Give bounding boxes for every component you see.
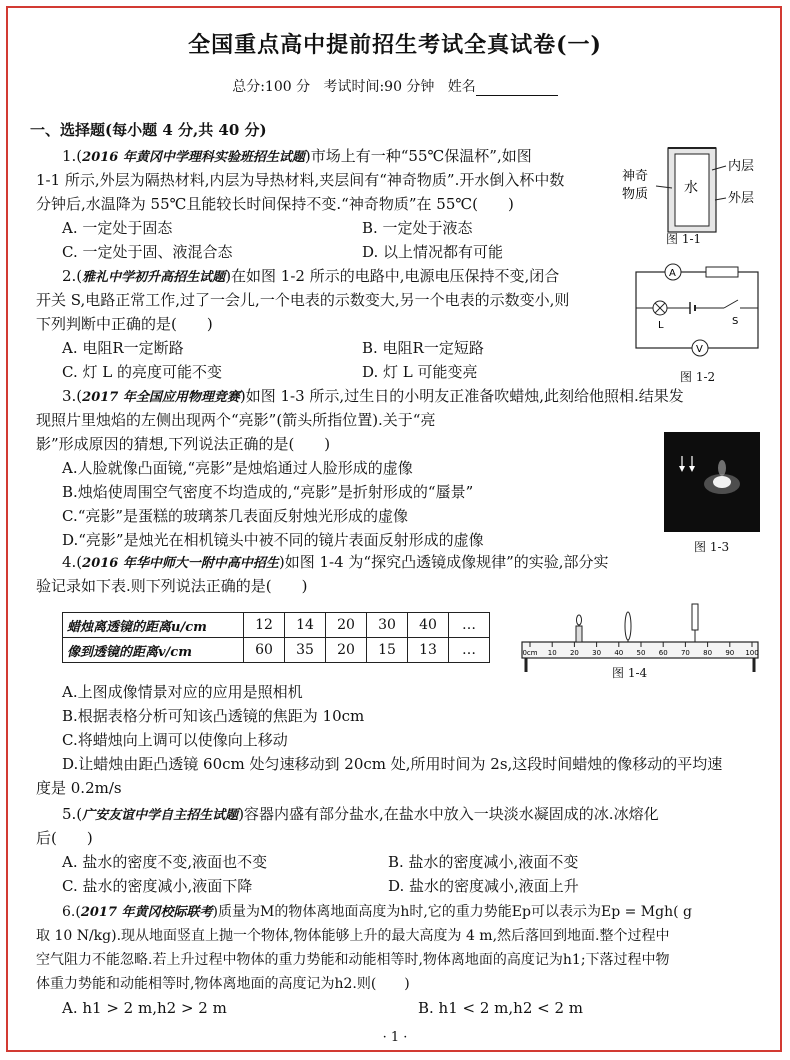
q2-source: 雅礼中学初升高招生试题 — [82, 270, 226, 285]
q5-line1: 5.(广安友谊中学自主招生试题)容器内盛有部分盐水,在盐水中放入一块淡水凝固成的冰.冰熔化 — [62, 805, 659, 823]
q4-option-a[interactable]: A.上图成像情景对应的应用是照相机 — [62, 683, 303, 701]
figure-1-3-photo — [664, 432, 760, 532]
q3-option-c[interactable]: C.“亮影”是蛋糕的玻璃茶几表面反射烛光形成的虚像 — [62, 507, 409, 525]
q6-option-a[interactable]: A. h1 > 2 m,h2 > 2 m — [62, 999, 227, 1017]
table-row — [63, 638, 490, 663]
q2-option-c[interactable]: C. 灯 L 的亮度可能不变 — [62, 363, 222, 381]
bench-tick-label: 20 — [569, 649, 579, 657]
table-cell: 20 — [326, 638, 367, 663]
bench-tick-label: 0cm — [522, 649, 538, 657]
q3-line1: 3.(2017 年全国应用物理竞赛)如图 1-3 所示,过生日的小明友正准备吹蜡烛,此刻给他照相.结果发 — [62, 387, 684, 405]
name-label: 姓名 — [447, 79, 476, 95]
q1-option-c[interactable]: C. 一定处于固、液混合态 — [62, 243, 233, 261]
table-cell: … — [449, 638, 490, 663]
figure-1-4-caption: 图 1-4 — [612, 666, 648, 680]
q2-option-a[interactable]: A. 电阻R一定断路 — [62, 339, 184, 357]
bench-tick-label: 10 — [547, 649, 557, 657]
table-cell: 30 — [367, 613, 408, 638]
q5-line2: 后( ) — [36, 829, 93, 847]
ammeter-label: A — [669, 268, 676, 279]
q1-line1: 1.(2016 年黄冈中学理科实验班招生试题)市场上有一种“55℃保温杯”,如图 — [62, 147, 532, 165]
q2-line2: 开关 S,电路正常工作,过了一会儿,一个电表的示数变大,另一个电表的示数变小,则 — [36, 291, 570, 309]
bench-tick-label: 70 — [680, 649, 690, 657]
bench-tick-label: 90 — [725, 649, 735, 657]
voltmeter-label: V — [696, 344, 703, 355]
table-cell: 20 — [326, 613, 367, 638]
q4-source: 2016 年华中师大一附中高中招生 — [82, 556, 279, 571]
bench-tick-label: 100 — [745, 649, 759, 657]
exam-info — [0, 76, 790, 96]
total-score: 总分:100 分 — [232, 79, 311, 95]
name-blank[interactable] — [476, 81, 558, 96]
table-cell: 15 — [367, 638, 408, 663]
bench-tick-label: 80 — [703, 649, 713, 657]
fig1-water-label: 水 — [684, 180, 698, 196]
fig1-outer-label: 外层 — [728, 191, 755, 206]
bench-tick-label: 40 — [614, 649, 624, 657]
exam-time: 考试时间:90 分钟 — [323, 79, 435, 95]
q3-line2: 现照片里烛焰的左侧出现两个“亮影”(箭头所指位置).关于“亮 — [36, 411, 436, 429]
q2-line1: 2.(雅礼中学初升高招生试题)在如图 1-2 所示的电路中,电源电压保持不变,闭合 — [62, 267, 560, 285]
q1-source: 2016 年黄冈中学理科实验班招生试题 — [82, 150, 305, 165]
fig1-shenqi-label-1: 神奇 — [622, 169, 649, 184]
lamp-label: L — [658, 320, 664, 331]
q1-option-b[interactable]: B. 一定处于液态 — [362, 219, 473, 237]
row1-label: 蜡烛离透镜的距离u/cm — [63, 613, 244, 638]
fig1-inner-label: 内层 — [728, 159, 755, 174]
q5-source: 广安友谊中学自主招生试题 — [82, 808, 239, 823]
figure-1-2-caption: 图 1-2 — [680, 370, 716, 384]
figure-1-2-circuit — [628, 258, 768, 368]
bench-tick-label: 50 — [636, 649, 646, 657]
q3-option-d[interactable]: D.“亮影”是烛光在相机镜头中被不同的镜片表面反射形成的虚像 — [62, 531, 484, 549]
q3-option-a[interactable]: A.人脸就像凸面镜,“亮影”是烛焰通过人脸形成的虚像 — [62, 459, 413, 477]
q3-line3: 影”形成原因的猜想,下列说法正确的是( ) — [36, 435, 331, 453]
q2-line3: 下列判断中正确的是( ) — [36, 315, 213, 333]
table-cell: 60 — [244, 638, 285, 663]
q1-option-a[interactable]: A. 一定处于固态 — [62, 219, 173, 237]
q5-option-b[interactable]: B. 盐水的密度减小,液面不变 — [388, 853, 579, 871]
q1-option-d[interactable]: D. 以上情况都有可能 — [362, 243, 504, 261]
q1-line2: 1-1 所示,外层为隔热材料,内层为导热材料,夹层间有“神奇物质”.开水倒入杯中数 — [36, 171, 565, 189]
table-cell: … — [449, 613, 490, 638]
q2-option-d[interactable]: D. 灯 L 可能变亮 — [362, 363, 478, 381]
q3-option-b[interactable]: B.烛焰使周围空气密度不均造成的,“亮影”是折射形成的“蜃景” — [62, 483, 474, 501]
q4-option-d-line1[interactable]: D.让蜡烛由距凸透镜 60cm 处匀速移动到 20cm 处,所用时间为 2s,这段时间蜡烛的像移动的平均速 — [62, 755, 723, 773]
q5-option-c[interactable]: C. 盐水的密度减小,液面下降 — [62, 877, 253, 895]
row2-label: 像到透镜的距离v/cm — [63, 638, 244, 663]
q4-option-d-line2: 度是 0.2m/s — [36, 779, 122, 797]
switch-label: S — [732, 316, 739, 327]
table-cell: 13 — [408, 638, 449, 663]
table-cell: 12 — [244, 613, 285, 638]
bench-tick-label: 30 — [592, 649, 602, 657]
section-heading: 一、选择题(每小题 4 分,共 40 分) — [30, 121, 267, 139]
q5-option-a[interactable]: A. 盐水的密度不变,液面也不变 — [62, 853, 268, 871]
q4-option-b[interactable]: B.根据表格分析可知该凸透镜的焦距为 10cm — [62, 707, 365, 725]
q6-line3: 空气阻力不能忽略.若上升过程中物体的重力势能和动能相等时,物体离地面的高度记为h1;下落过程中物 — [36, 952, 670, 968]
figure-1-1-caption: 图 1-1 — [666, 232, 702, 246]
q6-option-b[interactable]: B. h1 < 2 m,h2 < 2 m — [418, 999, 584, 1017]
q4-line1: 4.(2016 年华中师大一附中高中招生)如图 1-4 为“探究凸透镜成像规律”的实验,部分实 — [62, 553, 609, 571]
exam-title: 全国重点高中提前招生考试全真试卷(一) — [188, 32, 602, 58]
q6-line2: 取 10 N/kg).现从地面竖直上抛一个物体,物体能够上升的最大高度为 4 m,然后落回到地面.整个过程中 — [36, 928, 670, 944]
page-number: · 1 · — [382, 1030, 408, 1045]
q5-option-d[interactable]: D. 盐水的密度减小,液面上升 — [388, 877, 579, 895]
table-cell: 40 — [408, 613, 449, 638]
table-cell: 14 — [285, 613, 326, 638]
fig1-shenqi-label-2: 物质 — [622, 187, 649, 202]
lens-data-table — [62, 612, 490, 663]
q4-line2: 验记录如下表.则下列说法正确的是( ) — [36, 577, 308, 595]
q2-option-b[interactable]: B. 电阻R一定短路 — [362, 339, 484, 357]
q1-line3: 分钟后,水温降为 55℃且能较长时间保持不变.“神奇物质”在 55℃( ) — [36, 195, 514, 213]
table-row — [63, 613, 490, 638]
table-cell: 35 — [285, 638, 326, 663]
q3-source: 2017 年全国应用物理竞赛 — [82, 390, 240, 405]
q6-line4: 体重力势能和动能相等时,物体离地面的高度记为h2.则( ) — [36, 976, 410, 992]
q4-option-c[interactable]: C.将蜡烛向上调可以使像向上移动 — [62, 731, 288, 749]
q6-line1: 6.(2017 年黄冈校际联考)质量为M的物体离地面高度为h时,它的重力势能Ep可以表示为Ep = Mgh( g — [62, 904, 692, 920]
bench-tick-label: 60 — [658, 649, 668, 657]
candle-photo-drawing — [664, 432, 760, 532]
q6-source: 2017 年黄冈校际联考 — [80, 905, 213, 920]
figure-1-3-caption: 图 1-3 — [694, 540, 730, 554]
